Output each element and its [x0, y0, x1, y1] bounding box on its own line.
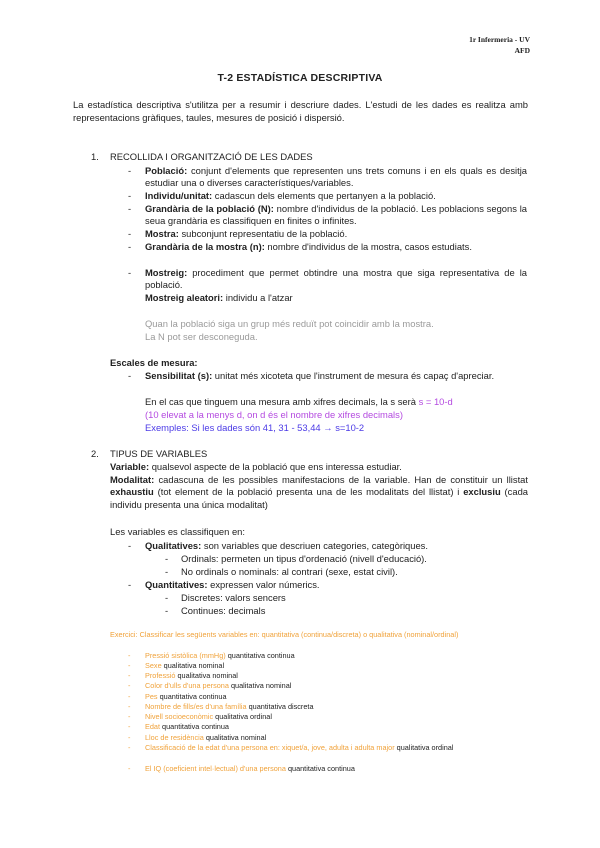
exercise-bullet: -: [128, 692, 131, 701]
sublist-bullet: -: [165, 566, 169, 577]
definition: conjunt d'elements que representen uns trets comuns i en els quals es desitja estudiar una o diverses característiques/variables.: [145, 165, 527, 189]
section1-number: 1.: [91, 151, 99, 162]
list-bullet: -: [128, 370, 132, 381]
exercise-prompt: Exercici: Classificar les següents variables en: quantitativa (continua/discreta) o qualitativa (nominal/ordinal): [110, 630, 459, 639]
definition: cadascun dels elements que pertanyen a la població.: [212, 190, 436, 201]
sublist-item-continuous: Continues: decimals: [181, 605, 266, 616]
sublist-item-discrete: Discretes: valors sencers: [181, 592, 286, 603]
sublist-item-ordinal: Ordinals: permeten un tipus d'ordenació (nivell d'educació).: [181, 553, 427, 564]
definition: procediment que permet obtindre una mostra que siga representativa de la població.: [145, 267, 527, 291]
list-bullet: -: [128, 579, 132, 590]
scales-heading: Escales de mesura:: [110, 357, 198, 368]
exercise-item: Pes quantitativa continua: [145, 692, 227, 701]
decimal-rule: En el cas que tinguem una mesura amb xifres decimals, la s serà s = 10-d: [145, 396, 453, 407]
sublist-item-nominal: No ordinals o nominals: al contrari (sexe, estat civil).: [181, 566, 398, 577]
list-item-sample: [145, 228, 527, 240]
exercise-bullet: -: [128, 651, 131, 660]
page-title: T-2 ESTADÍSTICA DESCRIPTIVA: [217, 72, 383, 84]
term: Individu/unitat:: [145, 190, 213, 201]
exercise-item: Classificació de la edat d'una persona en: xiquet/a, jove, adulta i adulta major qualitativa ordinal: [145, 743, 454, 752]
exercise-bullet: -: [128, 743, 131, 752]
exercise-item: Sexe qualitativa nominal: [145, 661, 225, 670]
random-sampling: [145, 292, 293, 304]
list-item-quantitative: Quantitatives: expressen valor númerics.: [145, 579, 320, 590]
sublist-bullet: -: [165, 605, 169, 616]
sublist-bullet: -: [165, 592, 169, 603]
term: Sensibilitat (s):: [145, 370, 213, 381]
note-line: Quan la població siga un grup més reduït pot coincidir amb la mostra.: [145, 318, 434, 329]
term: Grandària de la població (N):: [145, 203, 274, 214]
exercise-item: Professió qualitativa nominal: [145, 671, 238, 680]
list-bullet: -: [128, 165, 132, 176]
exercise-bullet: -: [128, 681, 131, 690]
exercise-item: Pressió sistòlica (mmHg) quantitativa continua: [145, 651, 295, 660]
term: Població:: [145, 165, 188, 176]
exercise-item: Color d'ulls d'una persona qualitativa nominal: [145, 681, 292, 690]
exercise-item: El IQ (coeficient intel·lectual) d'una persona quantitativa continua: [145, 764, 355, 773]
header-subject: AFD: [514, 46, 530, 55]
definition: nombre d'individus de la mostra, casos estudiats.: [264, 241, 472, 252]
list-item-sensitivity: [145, 370, 527, 382]
list-bullet: -: [128, 241, 132, 252]
sublist-bullet: -: [165, 553, 169, 564]
list-item-population-size: [145, 203, 527, 228]
list-item-sampling: [145, 267, 527, 292]
section2-number: 2.: [91, 448, 99, 459]
list-bullet: -: [128, 228, 132, 239]
section1-title: RECOLLIDA I ORGANITZACIÓ DE LES DADES: [110, 151, 313, 162]
exercise-bullet: -: [128, 712, 131, 721]
list-item-qualitative: Qualitatives: son variables que descriuen categories, categòriques.: [145, 540, 428, 551]
exercise-bullet: -: [128, 661, 131, 670]
definition: subconjunt representatiu de la població.: [178, 228, 348, 239]
exercise-item: Lloc de residència qualitativa nominal: [145, 733, 267, 742]
list-item-sample-size: [145, 241, 527, 253]
example-line: Exemples: Si les dades són 41, 31 - 53,44 → s=10-2: [145, 422, 365, 433]
list-bullet: -: [128, 540, 132, 551]
term: Mostreig:: [145, 267, 188, 278]
list-item-individual: [145, 190, 527, 202]
list-bullet: -: [128, 190, 132, 201]
header-course: 1r Infermeria - UV: [469, 35, 530, 44]
exercise-bullet: -: [128, 764, 131, 773]
exercise-bullet: -: [128, 671, 131, 680]
exercise-bullet: -: [128, 702, 131, 711]
classify-intro: Les variables es classifiquen en:: [110, 526, 245, 537]
term: Mostra:: [145, 228, 179, 239]
variable-definition: Variable: qualsevol aspecte de la població que ens interessa estudiar.: [110, 461, 402, 472]
definition: nombre d'individus de la població. Les poblacions segons la seua grandària es classifiquen en finites o infinites.: [145, 203, 527, 227]
exercise-item: Edat quantitativa continua: [145, 722, 229, 731]
intro-paragraph: La estadística descriptiva s'utilitza per a resumir i descriure dades. L'estudi de les dades es realitza amb representacions gràfiques, taules, mesures de posició i dispersió.: [73, 99, 528, 123]
term: Mostreig aleatori:: [145, 292, 224, 303]
note-line: La N pot ser desconeguda.: [145, 331, 258, 342]
exercise-bullet: -: [128, 722, 131, 731]
exercise-bullet: -: [128, 733, 131, 742]
exercise-item: Nivell socioeconòmic qualitativa ordinal: [145, 712, 272, 721]
page-header: [469, 34, 530, 56]
list-bullet: -: [128, 203, 132, 214]
formula-note: (10 elevat a la menys d, on d és el nombre de xifres decimals): [145, 409, 403, 420]
modality-definition: Modalitat: cadascuna de les possibles manifestacions de la variable. Han de constituir un llistat exhaustiu (tot element de la població presenta una de les modalitats del llistat) i exclusiu (cada individu presenta una única modalitat): [110, 474, 528, 510]
exercise-item: Nombre de fills/es d'una família quantitativa discreta: [145, 702, 314, 711]
term: Grandària de la mostra (n):: [145, 241, 265, 252]
list-bullet: -: [128, 267, 132, 278]
formula: s = 10-d: [418, 396, 453, 407]
section2-title: TIPUS DE VARIABLES: [110, 448, 208, 459]
list-item-population: [145, 165, 527, 190]
definition: unitat més xicoteta que l'instrument de mesura és capaç d'apreciar.: [212, 370, 495, 381]
definition: individu a l'atzar: [223, 292, 293, 303]
